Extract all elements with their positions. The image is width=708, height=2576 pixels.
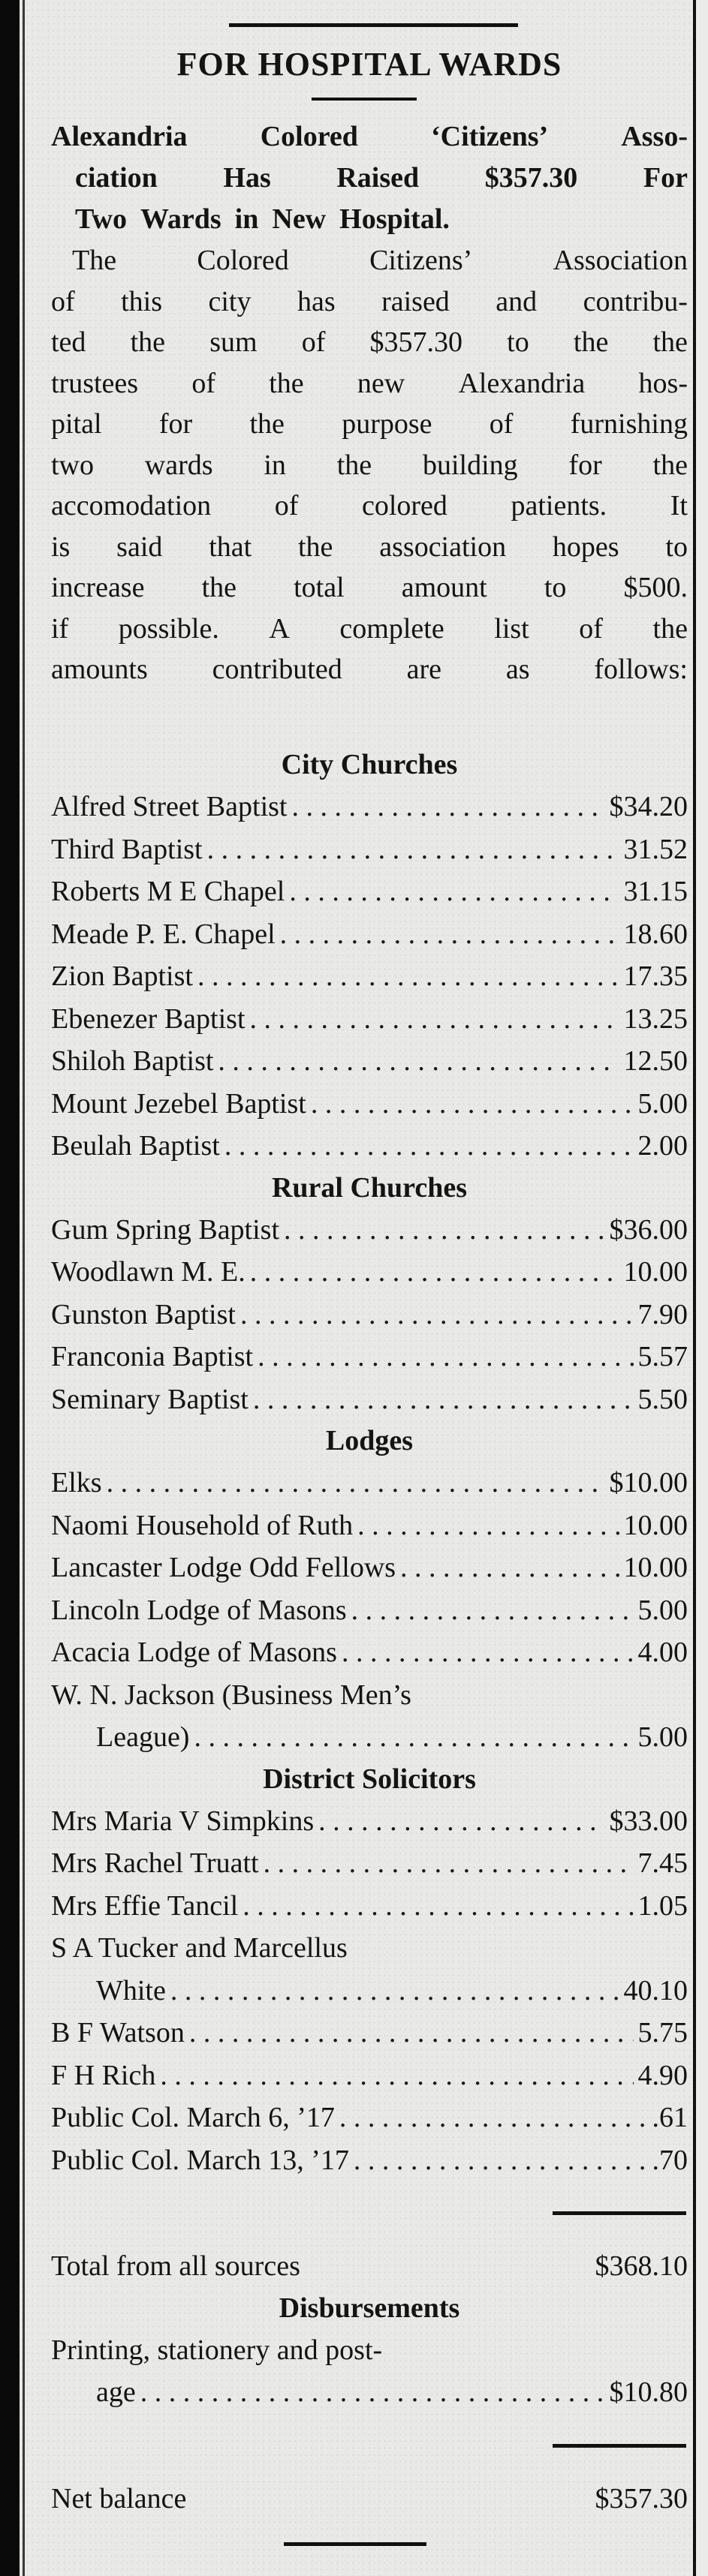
body-word: if xyxy=(51,612,69,645)
spacer xyxy=(51,2448,688,2478)
body-word: of xyxy=(51,285,75,317)
entry-amount: 10.00 xyxy=(623,1552,688,1583)
body-word: the xyxy=(201,572,237,603)
entry-amount: $34.20 xyxy=(609,791,688,822)
entry-name: Printing, stationery and post- xyxy=(51,2334,383,2366)
body-word: total xyxy=(294,572,345,603)
body-word: is xyxy=(51,531,71,563)
body-word: raised xyxy=(381,285,450,317)
entry-name: Public Col. March 6, ’17 xyxy=(51,2102,335,2133)
body-line xyxy=(51,649,688,690)
body-word: association xyxy=(379,531,507,563)
subheadline-word: Wards xyxy=(140,203,221,235)
entry-name: B F Watson xyxy=(51,2017,185,2048)
body-word: contribu- xyxy=(583,285,688,317)
leader-dots xyxy=(258,1336,633,1378)
body-word: to xyxy=(544,572,567,603)
leader-dots xyxy=(351,1589,634,1632)
entry-amount: 31.52 xyxy=(623,833,688,865)
leader-dots xyxy=(280,913,619,956)
entry-amount: 17.35 xyxy=(623,960,688,992)
subheadline-word: Raised xyxy=(336,162,420,194)
body-word: Citizens’ xyxy=(369,245,473,276)
entry-name: Acacia Lodge of Masons xyxy=(51,1637,337,1668)
leader-dots xyxy=(207,828,619,871)
leader-dots xyxy=(140,2371,605,2414)
body-word: said xyxy=(116,531,163,563)
subheadline-line xyxy=(51,116,688,158)
entry-name: Naomi Household of Ruth xyxy=(51,1509,354,1541)
top-rule xyxy=(229,23,518,27)
body-word: the xyxy=(269,367,304,399)
list-item xyxy=(51,1927,688,1970)
entry-amount: 31.15 xyxy=(623,876,688,907)
entry-amount: $10.80 xyxy=(609,2376,688,2408)
body-word: the xyxy=(249,408,285,440)
subheadline xyxy=(51,116,688,240)
list-item xyxy=(51,1885,688,1928)
leader-dots xyxy=(107,1462,605,1504)
entry-amount: $33.00 xyxy=(609,1805,688,1837)
body-line xyxy=(51,567,688,609)
subheadline-word: ‘Citizens’ xyxy=(431,121,549,152)
body-word: to xyxy=(507,326,529,358)
entry-amount: 5.00 xyxy=(637,1087,688,1120)
subheadline-word: Colored xyxy=(260,121,358,152)
body-word: this xyxy=(121,285,163,317)
subheadline-word: in xyxy=(234,203,259,235)
leader-dots xyxy=(194,1716,633,1759)
list-item xyxy=(51,1800,688,1843)
contributions-list xyxy=(51,744,688,2546)
body-word: Alexandria xyxy=(458,367,586,399)
body-word: building xyxy=(422,449,518,481)
subheadline-word: Asso- xyxy=(621,121,688,152)
net-balance-row xyxy=(51,2478,688,2520)
entry-name: Woodlawn M. E. xyxy=(51,1256,246,1288)
list-item xyxy=(51,955,688,998)
end-rule xyxy=(284,2542,426,2546)
entry-name: Zion Baptist xyxy=(51,960,193,992)
list-item xyxy=(51,1631,688,1674)
body-word: as xyxy=(505,654,530,685)
entry-name: Mrs Rachel Truatt xyxy=(51,1847,259,1879)
body-word: of xyxy=(274,490,299,522)
leader-dots xyxy=(291,786,604,828)
torn-paper-edge xyxy=(23,0,28,2576)
entry-name: Seminary Baptist xyxy=(51,1383,249,1415)
body-word: trustees xyxy=(51,367,139,399)
section-heading: District Solicitors xyxy=(263,1763,476,1795)
leader-dots xyxy=(342,1631,634,1674)
entry-amount: 10.00 xyxy=(623,1256,688,1288)
entry-amount: .70 xyxy=(652,2144,688,2176)
entry-name: Public Col. March 13, ’17 xyxy=(51,2144,349,2176)
body-word: of xyxy=(579,612,603,645)
entry-amount: 18.60 xyxy=(623,918,688,950)
body-word: the xyxy=(652,449,688,481)
entry-name: age xyxy=(96,2376,136,2408)
list-item xyxy=(51,1716,688,1759)
body-word: contributed xyxy=(212,654,342,685)
list-item xyxy=(51,2139,688,2182)
entry-name: Third Baptist xyxy=(51,833,203,865)
entry-amount: 7.45 xyxy=(637,1847,688,1879)
body-word: $357.30 xyxy=(369,326,463,358)
body-word: of xyxy=(191,367,215,399)
body-word: the xyxy=(130,326,166,358)
body-word: amount xyxy=(401,572,487,603)
net-label: Net balance xyxy=(51,2482,187,2514)
spacer xyxy=(51,2414,688,2444)
list-item xyxy=(51,1970,688,2012)
entry-name: Roberts M E Chapel xyxy=(51,876,285,907)
entry-amount: 4.00 xyxy=(637,1637,688,1668)
leader-dots xyxy=(400,1547,619,1589)
entry-amount: $10.00 xyxy=(609,1467,688,1498)
entry-amount: 10.00 xyxy=(623,1509,688,1541)
list-item xyxy=(51,1040,688,1083)
list-item xyxy=(51,1209,688,1252)
entry-name: Ebenezer Baptist xyxy=(51,1002,246,1035)
leader-dots xyxy=(357,1504,619,1547)
list-item xyxy=(51,1125,688,1168)
entry-amount: 5.75 xyxy=(637,2017,688,2048)
leader-dots xyxy=(224,1125,634,1168)
body-word: It xyxy=(670,490,688,522)
subheadline-word: Hospital. xyxy=(339,203,450,235)
subheadline-line xyxy=(51,199,688,240)
body-word: follows: xyxy=(594,654,688,685)
body-word: has xyxy=(297,285,336,317)
entry-amount: 40.10 xyxy=(623,1974,688,2006)
subheadline-word: Alexandria xyxy=(51,121,188,152)
list-item xyxy=(51,2371,688,2414)
body-word: The xyxy=(72,245,117,276)
list-item xyxy=(51,998,688,1041)
entry-name: W. N. Jackson (Business Men’s xyxy=(51,1679,411,1711)
leader-dots xyxy=(339,2097,648,2139)
body-word: and xyxy=(496,285,538,317)
body-word: for xyxy=(158,408,193,440)
list-item xyxy=(51,2012,688,2054)
entry-amount: 5.57 xyxy=(637,1341,688,1372)
body-word: amounts xyxy=(51,654,148,685)
list-item xyxy=(51,1336,688,1378)
body-word: pital xyxy=(51,408,102,440)
body-word: possible. xyxy=(118,612,219,645)
body-word: A xyxy=(269,612,290,645)
body-word: Colored xyxy=(197,245,289,276)
list-item xyxy=(51,1294,688,1336)
leader-dots xyxy=(250,1251,619,1294)
body-word: hos- xyxy=(638,367,688,399)
entry-name: Alfred Street Baptist xyxy=(51,791,288,822)
body-word: are xyxy=(406,654,441,685)
leader-dots xyxy=(284,1209,604,1252)
body-word: of xyxy=(301,326,326,358)
leader-dots xyxy=(170,1970,619,2012)
subheadline-word: For xyxy=(643,162,688,194)
entry-name: Beulah Baptist xyxy=(51,1130,220,1162)
body-word: that xyxy=(209,531,252,563)
section-heading: Rural Churches xyxy=(271,1171,468,1204)
body-line xyxy=(51,281,688,323)
body-word: patients. xyxy=(511,490,607,522)
list-item xyxy=(51,1251,688,1294)
leader-dots xyxy=(218,1040,619,1083)
entry-amount: 1.05 xyxy=(637,1889,688,1922)
adjacent-column-margin xyxy=(696,0,708,2576)
entry-amount: 5.00 xyxy=(637,1721,688,1753)
body-word: wards xyxy=(144,449,213,481)
subheadline-word: ciation xyxy=(75,162,158,194)
list-item xyxy=(51,2329,688,2372)
body-word: the xyxy=(298,531,333,563)
leader-dots xyxy=(354,2139,648,2182)
body-word: accomodation xyxy=(51,490,212,522)
body-line xyxy=(51,445,688,486)
body-word: $500. xyxy=(623,572,688,603)
list-item xyxy=(51,913,688,956)
subheadline-line xyxy=(51,158,688,199)
total-row xyxy=(51,2245,688,2288)
body-word: city xyxy=(208,285,252,317)
body-line xyxy=(51,363,688,404)
entry-name: Mount Jezebel Baptist xyxy=(51,1087,306,1120)
body-word: furnishing xyxy=(570,408,688,440)
section-heading: Disbursements xyxy=(279,2292,460,2324)
body-word: two xyxy=(51,449,94,481)
body-line xyxy=(51,240,688,281)
body-line xyxy=(51,527,688,568)
list-item xyxy=(51,828,688,871)
list-item xyxy=(51,1462,688,1504)
list-item xyxy=(51,1589,688,1632)
entry-name: Shiloh Baptist xyxy=(51,1045,214,1077)
body-word: of xyxy=(489,408,514,440)
leader-dots xyxy=(250,998,619,1041)
headline-rule xyxy=(312,98,417,101)
entry-amount: 12.50 xyxy=(623,1045,688,1077)
leader-dots xyxy=(264,1842,634,1885)
leader-dots xyxy=(197,955,619,998)
entry-name: Lincoln Lodge of Masons xyxy=(51,1594,347,1626)
entry-amount: .61 xyxy=(652,2102,688,2133)
section-heading: Lodges xyxy=(325,1425,414,1456)
list-item xyxy=(51,786,688,828)
entry-name: League) xyxy=(96,1721,190,1753)
body-line xyxy=(51,485,688,527)
body-line xyxy=(51,322,688,363)
body-word: to xyxy=(665,531,688,563)
body-word: list xyxy=(494,612,529,645)
entry-name: Franconia Baptist xyxy=(51,1341,254,1372)
body-line xyxy=(51,404,688,445)
entry-amount: 13.25 xyxy=(623,1002,688,1035)
leader-dots xyxy=(289,870,619,913)
leader-dots xyxy=(253,1378,634,1421)
list-item xyxy=(51,1674,688,1717)
leader-dots xyxy=(311,1083,634,1126)
net-amount: $357.30 xyxy=(595,2482,688,2514)
list-item xyxy=(51,2054,688,2097)
entry-name: Meade P. E. Chapel xyxy=(51,918,276,950)
list-item xyxy=(51,1378,688,1421)
entry-amount: 2.00 xyxy=(637,1130,688,1162)
entry-name: Mrs Maria V Simpkins xyxy=(51,1805,315,1837)
leader-dots xyxy=(240,1294,634,1336)
leader-dots xyxy=(243,1885,633,1928)
list-item xyxy=(51,1547,688,1589)
leader-dots xyxy=(189,2012,634,2054)
entry-name: Lancaster Lodge Odd Fellows xyxy=(51,1552,396,1583)
body-word: the xyxy=(573,326,609,358)
body-word: hopes xyxy=(552,531,619,563)
list-item xyxy=(51,1083,688,1126)
body-word: in xyxy=(264,449,286,481)
subheadline-word: Has xyxy=(223,162,271,194)
body-word: purpose xyxy=(342,408,432,440)
total-label: Total from all sources xyxy=(51,2250,300,2282)
body-word: new xyxy=(357,367,405,399)
entry-name: F H Rich xyxy=(51,2059,156,2091)
entry-amount: 7.90 xyxy=(637,1298,688,1330)
body-word: the xyxy=(652,612,688,645)
body-word: sum xyxy=(209,326,258,358)
subheadline-word: $357.30 xyxy=(484,162,578,194)
list-item xyxy=(51,870,688,913)
entry-amount: 4.90 xyxy=(637,2059,688,2091)
subheadline-word: New xyxy=(272,203,327,235)
entry-amount: $36.00 xyxy=(609,1213,688,1246)
entry-amount: 5.50 xyxy=(637,1383,688,1415)
list-item xyxy=(51,1504,688,1547)
section-heading: City Churches xyxy=(281,749,458,780)
spacer xyxy=(51,2215,688,2245)
spacer xyxy=(51,2181,688,2211)
body-word: ted xyxy=(51,326,86,358)
subheadline-word: Two xyxy=(75,203,127,235)
body-word: increase xyxy=(51,572,145,603)
list-item xyxy=(51,2097,688,2139)
body-line xyxy=(51,609,688,650)
body-word: the xyxy=(336,449,372,481)
entry-name: Mrs Effie Tancil xyxy=(51,1889,239,1922)
leader-dots xyxy=(318,1800,604,1843)
body-word: complete xyxy=(339,612,444,645)
entry-name: S A Tucker and Marcellus xyxy=(51,1932,348,1964)
article-body xyxy=(51,240,688,690)
total-amount: $368.10 xyxy=(595,2250,688,2282)
headline: FOR HOSPITAL WARDS xyxy=(176,46,562,83)
entry-name: Gum Spring Baptist xyxy=(51,1213,280,1246)
entry-name: Gunston Baptist xyxy=(51,1298,236,1330)
body-word: colored xyxy=(361,490,447,522)
list-item xyxy=(51,1842,688,1885)
entry-name: White xyxy=(96,1974,166,2006)
leader-dots xyxy=(160,2054,633,2097)
body-word: Association xyxy=(553,245,688,276)
body-word: the xyxy=(652,326,688,358)
entry-name: Elks xyxy=(51,1467,102,1498)
entry-amount: 5.00 xyxy=(637,1594,688,1626)
body-word: for xyxy=(568,449,602,481)
